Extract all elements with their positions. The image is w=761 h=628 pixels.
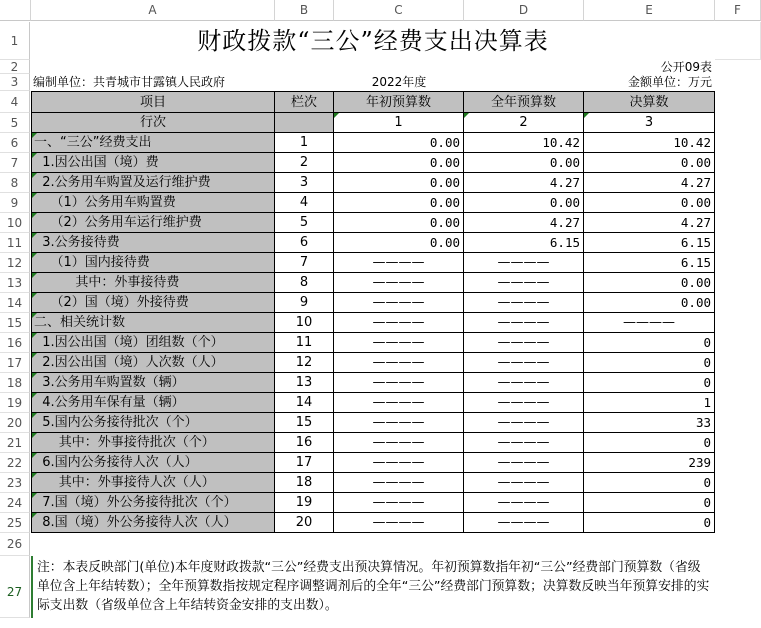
column-no[interactable]: 7 [275, 253, 334, 273]
row-header-18[interactable]: 18 [0, 373, 30, 393]
row-header-24[interactable]: 24 [0, 493, 30, 513]
row-header-6[interactable]: 6 [0, 133, 30, 153]
actual-cell[interactable]: 10.42 [584, 133, 715, 153]
sheet-title[interactable]: 财政拨款“三公”经费支出决算表 [197, 27, 549, 55]
initial-budget-cell[interactable]: 0.00 [334, 153, 464, 173]
full-budget-cell[interactable]: ———— [464, 293, 584, 313]
full-budget-cell[interactable]: 6.15 [464, 233, 584, 253]
column-header-e[interactable]: E [584, 0, 715, 21]
item-label[interactable]: 1.因公出国（境）团组数（个） [31, 333, 275, 353]
initial-budget-cell[interactable]: ———— [334, 433, 464, 453]
initial-budget-cell[interactable]: 0.00 [334, 193, 464, 213]
initial-budget-cell[interactable]: ———— [334, 493, 464, 513]
column-no[interactable]: 4 [275, 193, 334, 213]
row-header-20[interactable]: 20 [0, 413, 30, 433]
initial-budget-cell[interactable]: ———— [334, 453, 464, 473]
actual-cell[interactable]: 0 [584, 473, 715, 493]
full-budget-cell[interactable]: 4.27 [464, 213, 584, 233]
column-no[interactable]: 1 [275, 133, 334, 153]
item-label[interactable]: 3.公务用车购置数（辆） [31, 373, 275, 393]
header-column-no[interactable]: 栏次 [275, 91, 334, 113]
row-header-7[interactable]: 7 [0, 153, 30, 173]
col-index-1[interactable]: 1 [334, 113, 464, 133]
header-full-budget[interactable]: 全年预算数 [464, 91, 584, 113]
row-header-8[interactable]: 8 [0, 173, 30, 193]
row-header-11[interactable]: 11 [0, 233, 30, 253]
column-no[interactable]: 2 [275, 153, 334, 173]
item-label[interactable]: 5.国内公务接待批次（个） [31, 413, 275, 433]
actual-cell[interactable]: 0 [584, 433, 715, 453]
col-index-2[interactable]: 2 [464, 113, 584, 133]
initial-budget-cell[interactable]: ———— [334, 353, 464, 373]
full-budget-cell[interactable]: 4.27 [464, 173, 584, 193]
select-all-corner[interactable] [0, 0, 31, 21]
row-header-5[interactable]: 5 [0, 113, 30, 133]
column-no[interactable]: 6 [275, 233, 334, 253]
column-no[interactable]: 13 [275, 373, 334, 393]
full-budget-cell[interactable]: 10.42 [464, 133, 584, 153]
initial-budget-cell[interactable]: ———— [334, 313, 464, 333]
column-no[interactable]: 5 [275, 213, 334, 233]
column-no[interactable]: 20 [275, 513, 334, 533]
row-label-header[interactable]: 行次 [31, 113, 275, 133]
column-no[interactable]: 12 [275, 353, 334, 373]
actual-cell[interactable]: 0.00 [584, 153, 715, 173]
row-header-9[interactable]: 9 [0, 193, 30, 213]
item-label[interactable]: 其中：外事接待人次（人） [31, 473, 275, 493]
item-label[interactable]: 8.国（境）外公务接待人次（人） [31, 513, 275, 533]
actual-cell[interactable]: 0 [584, 353, 715, 373]
actual-cell[interactable]: 0 [584, 373, 715, 393]
initial-budget-cell[interactable]: 0.00 [334, 133, 464, 153]
row-header-17[interactable]: 17 [0, 353, 30, 373]
full-budget-cell[interactable]: ———— [464, 353, 584, 373]
column-no[interactable]: 3 [275, 173, 334, 193]
fiscal-year[interactable]: 2022年度 [371, 75, 427, 89]
footnote[interactable]: 注：本表反映部门(单位)本年度财政拨款“三公”经费支出预决算情况。年初预算数指年初“三公”经费部门预算数（省级单位含上年结转数）；全年预算数指按规定程序调整调剂后的全年“三公”经费部门预算数；决算数反映当年预算安排的实际支出数（省级单位含上年结转资金安排的支出数）。 [31, 556, 717, 618]
actual-cell[interactable]: ———— [584, 313, 715, 333]
compile-unit[interactable]: 编制单位：共青城市甘露镇人民政府 [33, 75, 226, 89]
row-header-4[interactable]: 4 [0, 91, 30, 113]
item-label[interactable]: （2）国（境）外接待费 [31, 293, 275, 313]
full-budget-cell[interactable]: ———— [464, 373, 584, 393]
initial-budget-cell[interactable]: ———— [334, 293, 464, 313]
row-header-23[interactable]: 23 [0, 473, 30, 493]
row-header-3[interactable]: 3 [0, 74, 30, 91]
initial-budget-cell[interactable]: ———— [334, 253, 464, 273]
row-header-26[interactable]: 26 [0, 533, 30, 556]
row-header-25[interactable]: 25 [0, 513, 30, 533]
header-initial-budget[interactable]: 年初预算数 [334, 91, 464, 113]
full-budget-cell[interactable]: ———— [464, 313, 584, 333]
column-no[interactable]: 17 [275, 453, 334, 473]
item-label[interactable]: （2）公务用车运行维护费 [31, 213, 275, 233]
row-header-19[interactable]: 19 [0, 393, 30, 413]
full-budget-cell[interactable]: ———— [464, 393, 584, 413]
full-budget-cell[interactable]: ———— [464, 273, 584, 293]
actual-cell[interactable]: 0 [584, 493, 715, 513]
col-index-3[interactable]: 3 [584, 113, 715, 133]
item-label[interactable]: 其中：外事接待批次（个） [31, 433, 275, 453]
actual-cell[interactable]: 6.15 [584, 233, 715, 253]
full-budget-cell[interactable]: ———— [464, 333, 584, 353]
header-item[interactable]: 项目 [31, 91, 275, 113]
item-label[interactable]: 1.因公出国（境）费 [31, 153, 275, 173]
column-no[interactable]: 19 [275, 493, 334, 513]
column-header-c[interactable]: C [334, 0, 464, 21]
initial-budget-cell[interactable]: 0.00 [334, 213, 464, 233]
initial-budget-cell[interactable]: ———— [334, 273, 464, 293]
full-budget-cell[interactable]: ———— [464, 453, 584, 473]
row-header-1[interactable]: 1 [0, 22, 30, 60]
row-header-16[interactable]: 16 [0, 333, 30, 353]
column-no[interactable]: 8 [275, 273, 334, 293]
actual-cell[interactable]: 0.00 [584, 293, 715, 313]
row-header-27[interactable]: 27 [0, 556, 30, 618]
item-label[interactable]: （1）国内接待费 [31, 253, 275, 273]
form-code[interactable]: 公开09表 [660, 60, 712, 74]
full-budget-cell[interactable]: ———— [464, 253, 584, 273]
initial-budget-cell[interactable]: ———— [334, 413, 464, 433]
row-header-2[interactable]: 2 [0, 60, 30, 74]
column-no[interactable]: 15 [275, 413, 334, 433]
initial-budget-cell[interactable]: ———— [334, 393, 464, 413]
cell-f1[interactable] [715, 22, 761, 60]
item-label[interactable]: 2.因公出国（境）人次数（人） [31, 353, 275, 373]
actual-cell[interactable]: 4.27 [584, 213, 715, 233]
row-header-12[interactable]: 12 [0, 253, 30, 273]
column-header-d[interactable]: D [464, 0, 584, 21]
item-label[interactable]: 3.公务接待费 [31, 233, 275, 253]
actual-cell[interactable]: 239 [584, 453, 715, 473]
full-budget-cell[interactable]: 0.00 [464, 193, 584, 213]
amount-unit[interactable]: 金额单位：万元 [627, 75, 712, 89]
item-label[interactable]: 一、“三公”经费支出 [31, 133, 275, 153]
column-no[interactable]: 14 [275, 393, 334, 413]
row-header-22[interactable]: 22 [0, 453, 30, 473]
initial-budget-cell[interactable]: ———— [334, 333, 464, 353]
actual-cell[interactable]: 0.00 [584, 273, 715, 293]
column-no[interactable]: 9 [275, 293, 334, 313]
column-header-a[interactable]: A [31, 0, 275, 21]
actual-cell[interactable]: 33 [584, 413, 715, 433]
full-budget-cell[interactable]: 0.00 [464, 153, 584, 173]
item-label[interactable]: 4.公务用车保有量（辆） [31, 393, 275, 413]
initial-budget-cell[interactable]: 0.00 [334, 173, 464, 193]
actual-cell[interactable]: 1 [584, 393, 715, 413]
item-label[interactable]: 2.公务用车购置及运行维护费 [31, 173, 275, 193]
initial-budget-cell[interactable]: ———— [334, 373, 464, 393]
column-header-bar [0, 0, 761, 22]
initial-budget-cell[interactable]: ———— [334, 513, 464, 533]
item-label[interactable]: 其中：外事接待费 [31, 273, 275, 293]
actual-cell[interactable]: 6.15 [584, 253, 715, 273]
column-header-b[interactable]: B [275, 0, 334, 21]
column-header-f[interactable]: F [715, 0, 761, 21]
actual-cell[interactable]: 0.00 [584, 193, 715, 213]
full-budget-cell[interactable]: ———— [464, 493, 584, 513]
header-actual[interactable]: 决算数 [584, 91, 715, 113]
item-label[interactable]: （1）公务用车购置费 [31, 193, 275, 213]
item-label[interactable]: 二、相关统计数 [31, 313, 275, 333]
row-header-13[interactable]: 13 [0, 273, 30, 293]
row-header-14[interactable]: 14 [0, 293, 30, 313]
full-budget-cell[interactable]: ———— [464, 433, 584, 453]
column-no[interactable]: 18 [275, 473, 334, 493]
full-budget-cell[interactable]: ———— [464, 413, 584, 433]
row-label-colno[interactable] [275, 113, 334, 133]
column-no[interactable]: 11 [275, 333, 334, 353]
column-no[interactable]: 10 [275, 313, 334, 333]
row-header-15[interactable]: 15 [0, 313, 30, 333]
item-label[interactable]: 7.国（境）外公务接待批次（个） [31, 493, 275, 513]
initial-budget-cell[interactable]: 0.00 [334, 233, 464, 253]
full-budget-cell[interactable]: ———— [464, 473, 584, 493]
actual-cell[interactable]: 0 [584, 333, 715, 353]
actual-cell[interactable]: 0 [584, 513, 715, 533]
full-budget-cell[interactable]: ———— [464, 513, 584, 533]
column-no[interactable]: 16 [275, 433, 334, 453]
row-header-21[interactable]: 21 [0, 433, 30, 453]
item-label[interactable]: 6.国内公务接待人次（人） [31, 453, 275, 473]
row-header-10[interactable]: 10 [0, 213, 30, 233]
actual-cell[interactable]: 4.27 [584, 173, 715, 193]
initial-budget-cell[interactable]: ———— [334, 473, 464, 493]
